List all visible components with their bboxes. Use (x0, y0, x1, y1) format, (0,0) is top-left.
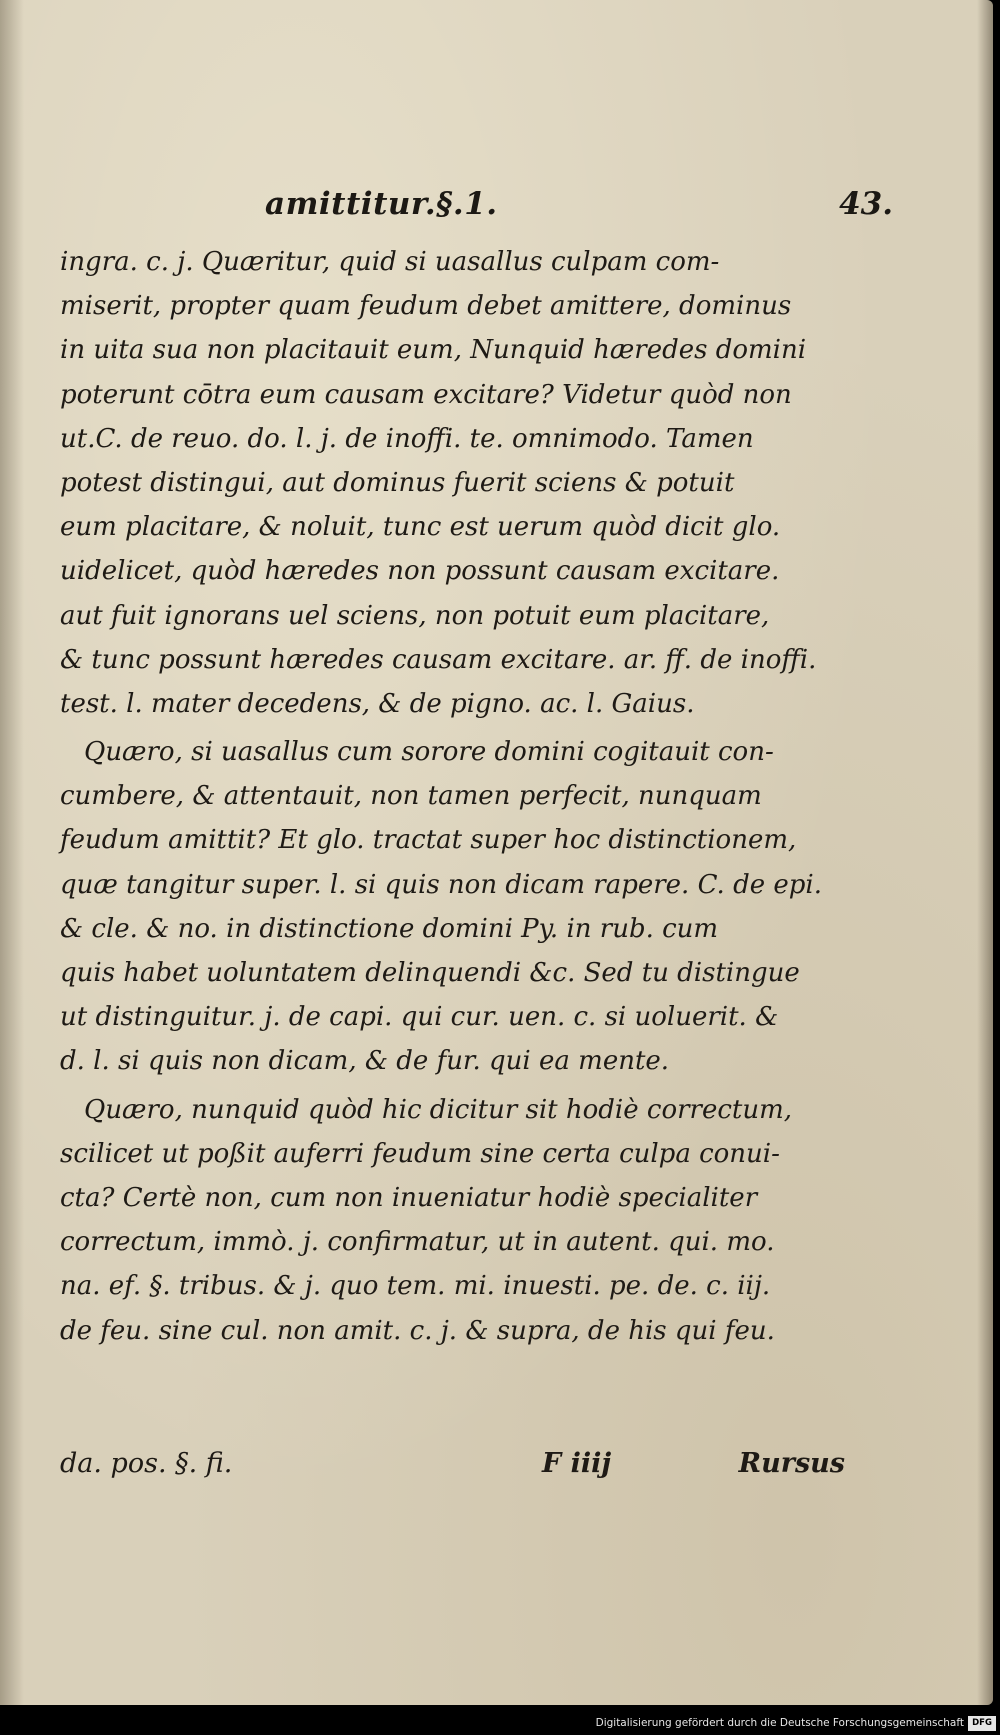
text-line: feudum amittit? Et glo. tractat super hoc distinctionem, (60, 825, 797, 856)
page-footer (60, 1448, 845, 1492)
credit-bar (0, 1713, 1000, 1735)
text-line: cumbere, & attentauit, non tamen perfecit, nunquam (60, 781, 762, 812)
text-line: ingra. c. j. Quæritur, quid si uasallus culpam com- (60, 247, 720, 277)
text-line: quis habet uoluntatem delinquendi &c. Sed tu distingue (60, 958, 800, 988)
catchword: Rursus (738, 1448, 845, 1479)
text-line: Quæro, si uasallus cum sorore domini cogitauit con- (84, 737, 774, 768)
text-line: correctum, immò. j. confirmatur, ut in autent. qui. mo. (60, 1227, 775, 1258)
text-line: poterunt cōtra eum causam excitare? Videtur quòd non (60, 379, 792, 410)
text-line: in uita sua non placitauit eum, Nunquid hæredes domini (60, 335, 807, 366)
text-line: & tunc possunt hæredes causam excitare. ar. ff. de inoffi. (60, 644, 817, 675)
page-number: 43. (839, 186, 893, 222)
text-line: aut fuit ignorans uel sciens, non potuit eum placitare, (60, 600, 770, 631)
text-line: d. l. si quis non dicam, & de fur. qui ea mente. (60, 1046, 670, 1077)
text-line: potest distingui, aut dominus fuerit sciens & potuit (60, 467, 735, 498)
text-line: uidelicet, quòd hæredes non possunt causam excitare. (60, 556, 780, 587)
text-line: Quæro, nunquid quòd hic dicitur sit hodiè correctum, (84, 1094, 793, 1125)
text-line: quæ tangitur super. l. si quis non dicam rapere. C. de epi. (60, 869, 822, 900)
text-line: eum placitare, & noluit, tunc est uerum quòd dicit glo. (60, 512, 781, 543)
gutter-shadow (0, 0, 24, 1705)
text-line: na. ef. §. tribus. & j. quo tem. mi. inuesti. pe. de. c. iij. (60, 1271, 771, 1302)
text-line: scilicet ut poßit auferri feudum sine certa culpa conui- (60, 1138, 780, 1169)
running-title: amittitur.§.1. (265, 186, 498, 222)
dfg-logo: DFG (968, 1716, 996, 1731)
page-edge (977, 0, 993, 1705)
credit-text: Digitalisierung gefördert durch die Deutsche Forschungsgemeinschaft (595, 1717, 964, 1729)
text-line: da. pos. §. fi. (60, 1448, 233, 1479)
text-line: de feu. sine cul. non amit. c. j. & supra, de his qui feu. (60, 1315, 775, 1346)
text-line: miserit, propter quam feudum debet amittere, dominus (60, 291, 792, 322)
text-line: ut.C. de reuo. do. l. j. de inoffi. te. omnimodo. Tamen (60, 423, 754, 454)
text-line: & cle. & no. in distinctione domini Py. in rub. cum (60, 913, 719, 944)
signature-mark: F iiij (542, 1448, 612, 1479)
page-header (60, 186, 893, 226)
text-line: cta? Certè non, cum non inueniatur hodiè specialiter (60, 1182, 758, 1213)
body-text (60, 240, 845, 1353)
text-line: test. l. mater decedens, & de pigno. ac. l. Gaius. (60, 688, 695, 719)
text-line: ut distinguitur. j. de capi. qui cur. uen. c. si uoluerit. & (60, 1002, 779, 1033)
